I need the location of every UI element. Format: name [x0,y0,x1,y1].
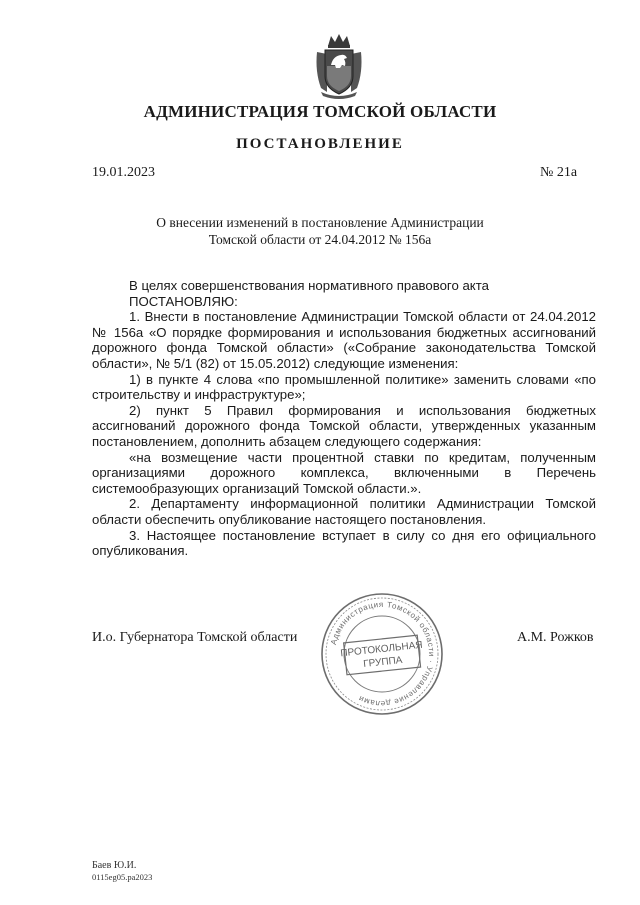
preamble: В целях совершенствования нормативного правового акта [129,278,489,293]
paragraph-1-item-2-quote: «на возмещение части процентной ставки по кредитам, полученным организациями дорожного комплекса, включенными в Перечень системообразующих организаций Томской области.». [92,449,596,496]
subject-line-1: О внесении изменений в постановление Администрации [156,215,484,230]
paragraph-1-item-2: 2) пункт 5 Правил формирования и использования бюджетных ассигнований дорожного фонда Томской области, утвержденных указанным постановлением, дополнить абзацем следующего содержания: [92,402,596,449]
document-type: ПОСТАНОВЛЕНИЕ [236,136,404,152]
document-body [92,278,596,559]
signer-name: А.М. Рожков [517,630,594,645]
stamp-ring-text: Администрация Томской области · Управление делами [328,599,437,709]
paragraph-1-item-1: 1) в пункте 4 слова «по промышленной политике» заменить словами «по строительству и инфраструктуре»; [92,371,596,403]
signer-title: И.о. Губернатора Томской области [92,630,298,645]
document-subject [0,214,640,248]
file-code: 0115eg05.pa2023 [92,872,153,882]
executor-name: Баев Ю.И. [92,860,137,871]
paragraph-3: 3. Настоящее постановление вступает в силу со дня его официального опубликования. [92,527,596,559]
coat-of-arms-emblem [311,32,367,100]
subject-line-2: Томской области от 24.04.2012 № 156а [208,232,432,247]
organization-title: АДМИНИСТРАЦИЯ ТОМСКОЙ ОБЛАСТИ [143,102,497,121]
document-number: № 21а [540,165,578,180]
official-stamp-seal [318,590,446,718]
paragraph-2: 2. Департаменту информационной политики Администрации Томской области обеспечить опубликование настоящего постановления. [92,496,596,527]
document-date: 19.01.2023 [92,165,155,180]
decree-word: ПОСТАНОВЛЯЮ: [129,293,238,309]
stamp-center-line-2: ГРУППА [362,654,403,670]
stamp-center-line-1: ПРОТОКОЛЬНАЯ [339,639,424,660]
paragraph-1: 1. Внести в постановление Администрации Томской области от 24.04.2012 № 156а «О порядке формирования и использования бюджетных ассигнований дорожного фонда Томской области» («Собрание законодательства Томской области», № 5/1 (82) от 15.05.2012) следующие изменения: [92,309,596,371]
